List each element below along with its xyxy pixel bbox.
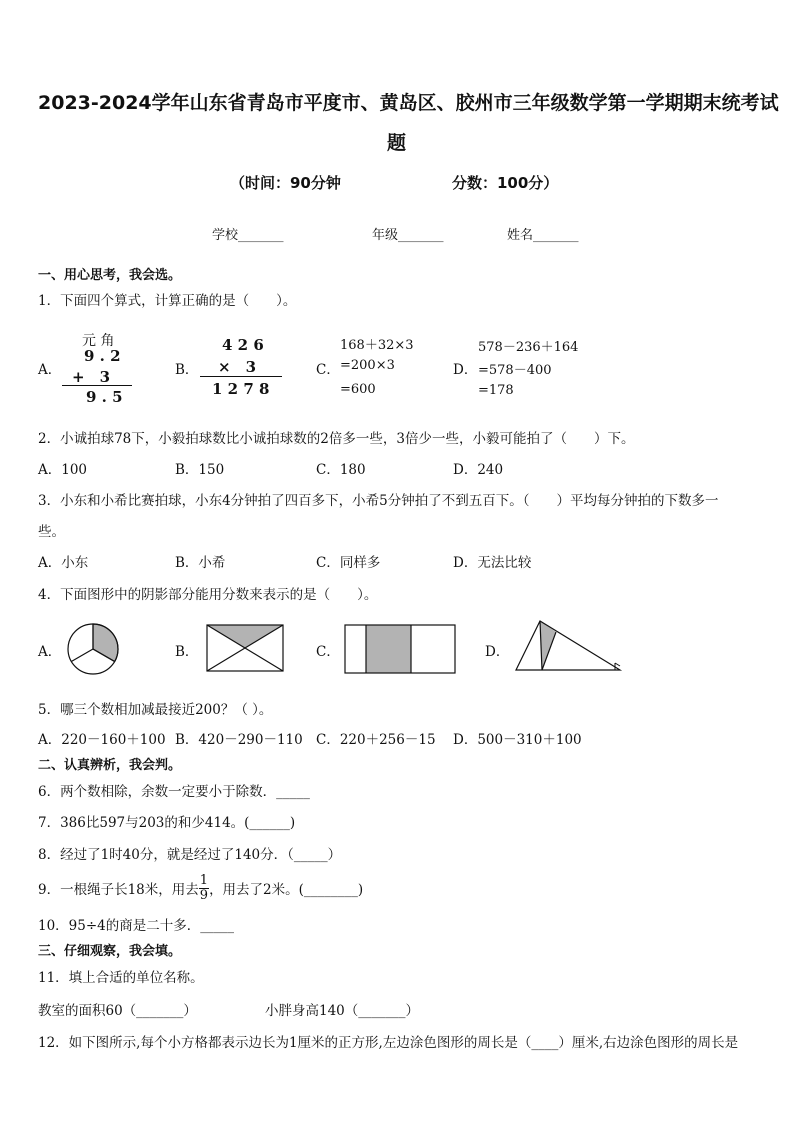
q1-d-line3: =178	[478, 383, 514, 398]
question-11: 11．填上合适的单位名称。	[38, 970, 204, 986]
question-4: 4．下面图形中的阴影部分能用分数来表示的是（ ）。	[38, 587, 378, 603]
q11-blank-a: 教室的面积60（_______）	[38, 1003, 197, 1019]
q9-fraction-numerator: 1	[199, 872, 209, 888]
question-7: 7．386比597与203的和少414。(______)	[38, 815, 296, 831]
q5-option-d: D．500－310＋100	[453, 732, 582, 748]
question-9-text-b: ，用去了2米。(________)	[209, 882, 364, 898]
question-9-text-a: 9．一根绳子长18米，用去	[38, 882, 199, 898]
q5-option-a: A．220－160＋100	[38, 732, 166, 748]
page-title-cont: 题	[387, 132, 407, 154]
exam-time: （时间：90分钟	[230, 174, 341, 192]
q2-option-d: D．240	[453, 462, 504, 478]
question-9	[38, 868, 363, 908]
question-5: 5．哪三个数相加减最接近200？（ ）。	[38, 702, 273, 718]
q1-c-line3: =600	[340, 382, 376, 397]
q1-option-b-label: B．	[175, 362, 199, 378]
q4-option-a-label: A．	[38, 644, 62, 660]
exam-score: 分数：100分）	[452, 174, 559, 192]
q4-c-rectangle-figure	[345, 625, 455, 673]
q1-b-row1: 4 2 6	[222, 336, 264, 354]
q1-b-result: 1 2 7 8	[212, 380, 270, 398]
q1-b-row2: × 3	[218, 358, 257, 376]
q1-option-d-label: D．	[453, 362, 478, 378]
question-3-cont: 些。	[38, 524, 65, 540]
section-2-heading: 二、认真辨析，我会判。	[38, 758, 182, 773]
question-2: 2．小诚拍球78下，小毅拍球数比小诚拍球数的2倍多一些，3倍少一些，小毅可能拍了（ ）下。	[38, 431, 635, 447]
q11-blank-b: 小胖身高140（_______）	[265, 1003, 420, 1019]
q1-d-line1: 578－236＋164	[478, 340, 579, 355]
q1-a-result: 9 . 5	[86, 388, 123, 406]
q2-option-a: A．100	[38, 462, 88, 478]
q1-d-line2: =578－400	[478, 363, 552, 378]
q4-d-triangle-figure	[516, 621, 620, 670]
q3-option-b: B．小希	[175, 555, 226, 571]
q1-option-a-label: A．	[38, 362, 62, 378]
question-1: 1．下面四个算式，计算正确的是（ ）。	[38, 293, 297, 309]
name-field: 姓名_______	[507, 228, 579, 243]
q4-option-b-label: B．	[175, 644, 199, 660]
q4-a-circle-figure	[68, 624, 118, 674]
question-3: 3．小东和小希比赛拍球，小东4分钟拍了四百多下，小希5分钟拍了不到五百下。（ ）平均每分钟拍的下数多一	[38, 493, 719, 509]
q2-option-c: C．180	[316, 462, 366, 478]
q1-a-row1: 9 . 2	[84, 347, 121, 365]
q4-option-d-label: D．	[485, 644, 510, 660]
q1-a-header: 元 角	[82, 333, 115, 349]
q9-fraction-denominator: 9	[199, 887, 209, 903]
question-10: 10．95÷4的商是二十多．_____	[38, 918, 235, 934]
q1-a-row2: + 3	[72, 368, 111, 386]
q2-option-b: B．150	[175, 462, 225, 478]
q9-fraction	[199, 874, 209, 903]
q5-option-b: B．420－290－110	[175, 732, 303, 748]
q3-option-a: A．小东	[38, 555, 89, 571]
section-1-heading: 一、用心思考，我会选。	[38, 268, 182, 283]
q1-c-line2: =200×3	[340, 358, 395, 373]
q3-option-d: D．无法比较	[453, 555, 532, 571]
q4-option-c-label: C．	[316, 644, 340, 660]
section-3-heading: 三、仔细观察，我会填。	[38, 944, 182, 959]
q3-option-c: C．同样多	[316, 555, 381, 571]
question-6: 6．两个数相除，余数一定要小于除数．_____	[38, 784, 310, 800]
q1-c-line1: 168＋32×3	[340, 338, 414, 353]
page-title: 2023-2024学年山东省青岛市平度市、黄岛区、胶州市三年级数学第一学期期末统考试	[38, 92, 779, 114]
q5-option-c: C．220＋256－15	[316, 732, 436, 748]
q4-b-rectangle-figure	[207, 625, 283, 671]
school-field: 学校_______	[212, 228, 284, 243]
question-8: 8．经过了1时40分，就是经过了140分．（_____）	[38, 847, 342, 863]
grade-field: 年级_______	[372, 228, 444, 243]
question-12: 12．如下图所示,每个小方格都表示边长为1厘米的正方形,左边涂色图形的周长是（____）厘米,右边涂色图形的周长是	[38, 1035, 739, 1051]
q1-option-c-label: C．	[316, 362, 340, 378]
